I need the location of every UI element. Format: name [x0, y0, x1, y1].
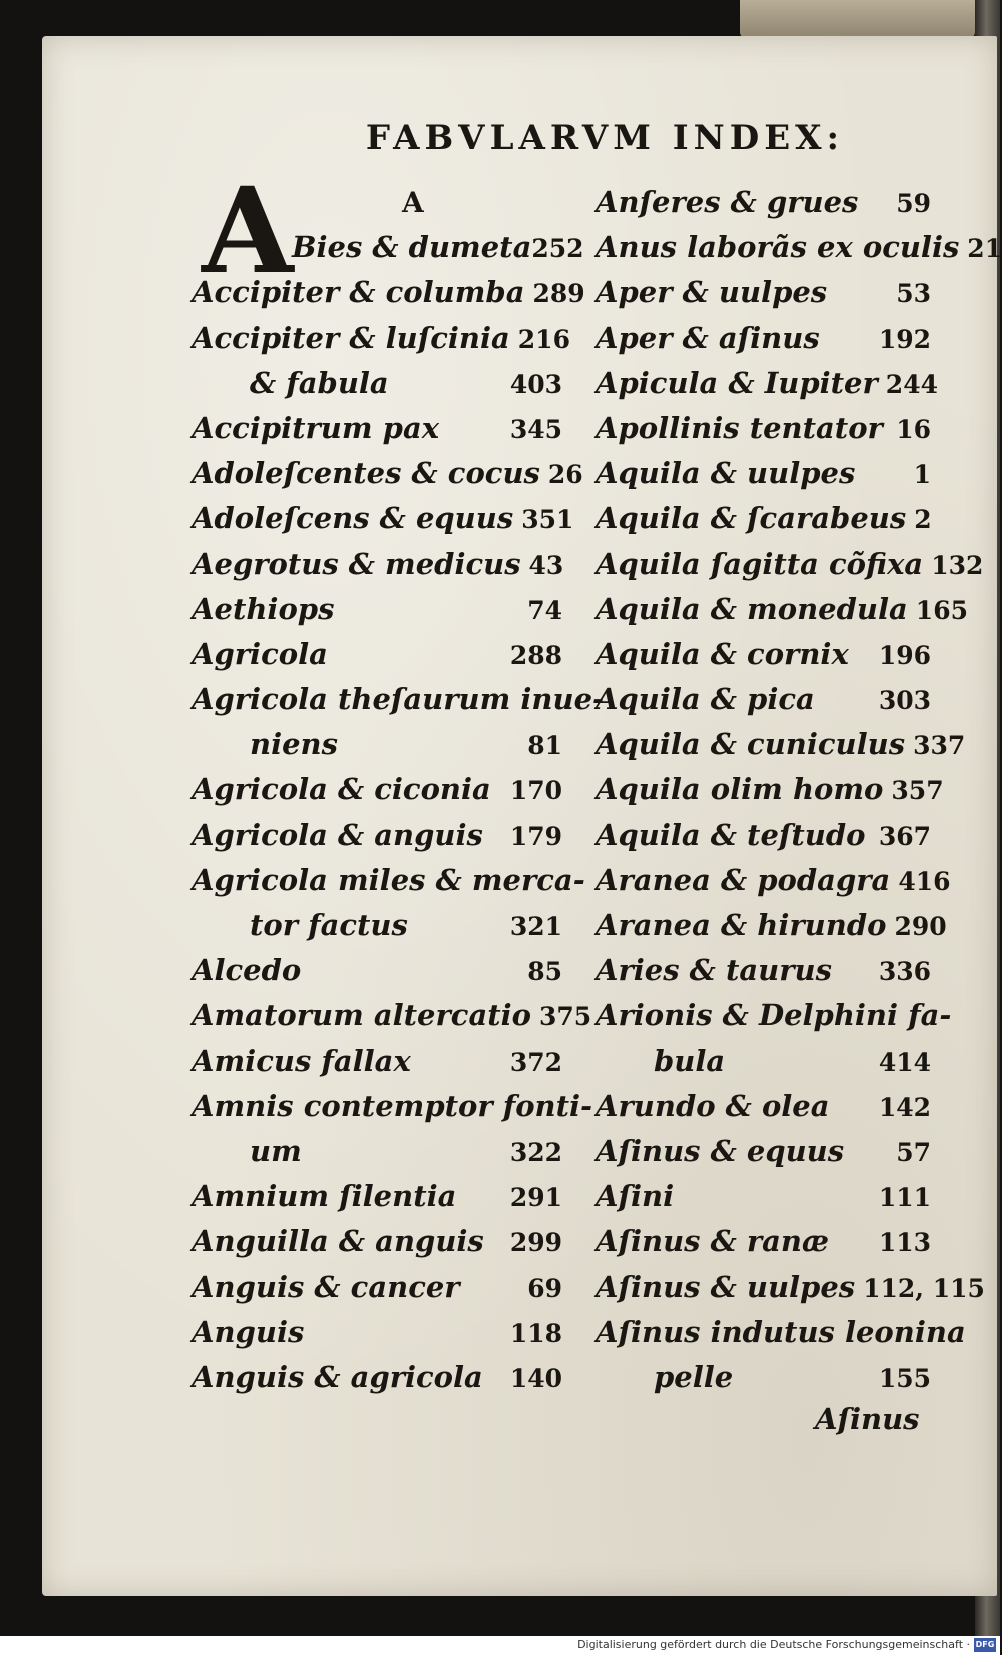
entry-title: Aquila ſagitta cõfixa	[596, 546, 924, 581]
section-letter: A	[402, 186, 424, 219]
entry-title: Aquila olim homo	[596, 772, 884, 807]
index-entry	[596, 180, 931, 225]
entry-page: 345	[509, 414, 562, 444]
entry-title: Aſinus indutus leonina	[596, 1314, 966, 1349]
entry-page: 367	[878, 821, 931, 851]
entry-title: Aquila & ſcarabeus	[596, 501, 907, 536]
entry-page: 290	[894, 912, 947, 941]
entry-title: Anſeres & grues	[596, 185, 859, 219]
entry-title: Agricola miles & merca-	[192, 862, 585, 897]
entry-title: Amnium ſilentia	[192, 1179, 457, 1214]
entry-page: 375	[539, 1002, 592, 1032]
entry-page: 291	[509, 1183, 562, 1213]
index-entry	[596, 813, 931, 858]
entry-page: 118	[509, 1318, 562, 1348]
index-entry	[192, 632, 562, 677]
index-entry	[192, 1039, 562, 1084]
entry-page: 288	[509, 640, 562, 670]
entry-title: Apicula & Iupiter	[596, 365, 878, 400]
entry-page: 111	[878, 1183, 931, 1213]
entry-page: 192	[878, 324, 931, 354]
entry-title: Amatorum altercatio	[192, 998, 531, 1033]
index-entry	[596, 406, 931, 451]
entry-page: 170	[509, 776, 562, 806]
index-entry	[596, 225, 1002, 270]
index-entry	[192, 1310, 562, 1355]
entry-title: Aſinus & ranæ	[596, 1224, 830, 1259]
entry-page: 1	[913, 460, 931, 490]
entry-title: um	[250, 1133, 302, 1168]
entry-page: 299	[509, 1228, 562, 1258]
index-entry	[596, 1039, 931, 1084]
entry-title: Alcedo	[192, 953, 302, 988]
index-entry	[596, 948, 931, 993]
entry-title: Arionis & Delphini fa-	[596, 998, 952, 1033]
entry-page: 321	[509, 912, 562, 942]
entry-title: Bies & dumeta	[292, 230, 532, 265]
index-entry	[596, 542, 984, 587]
entry-title: Aegrotus & medicus	[192, 546, 521, 581]
entry-page: 140	[509, 1363, 562, 1393]
index-entry	[192, 993, 592, 1038]
index-entry	[596, 903, 947, 948]
entry-title: pelle	[654, 1359, 734, 1394]
entry-page: 43	[528, 550, 564, 580]
entry-title: Aethiops	[192, 591, 335, 626]
entry-title: Aries & taurus	[596, 953, 832, 988]
entry-title: Aranea & podagra	[596, 862, 891, 897]
entry-title: Agricola & ciconia	[192, 772, 491, 807]
entry-page: 112, 115	[863, 1273, 985, 1303]
index-entry	[192, 722, 562, 767]
index-entry	[596, 677, 931, 722]
entry-title: Aranea & hirundo	[596, 908, 887, 942]
entry-title: Adoleſcentes & cocus	[192, 456, 540, 491]
index-entry	[596, 451, 931, 496]
catchword: Aſinus	[815, 1402, 920, 1436]
index-entry	[192, 451, 583, 496]
index-entry	[596, 496, 931, 541]
entry-page: 303	[878, 686, 931, 716]
entry-title: Aper & uulpes	[596, 275, 828, 310]
entry-page: 196	[878, 640, 931, 670]
entry-title: Aquila & pica	[596, 682, 815, 717]
index-entry	[292, 225, 584, 270]
index-entry	[192, 316, 570, 361]
entry-page: 252	[531, 234, 584, 264]
entry-title: Aper & aſinus	[596, 320, 820, 355]
entry-page: 322	[509, 1137, 562, 1167]
entry-page: 403	[509, 369, 562, 399]
entry-page: 216	[517, 324, 570, 354]
entry-page: 57	[896, 1137, 931, 1167]
entry-page: 337	[913, 731, 966, 761]
index-entry	[192, 903, 562, 948]
entry-page: 2	[914, 505, 932, 535]
entry-title: Agricola & anguis	[192, 817, 483, 852]
entry-title: tor factus	[250, 908, 408, 943]
entry-page: 85	[527, 957, 562, 987]
index-entry	[192, 1129, 562, 1174]
index-entry	[596, 1084, 931, 1129]
entry-page: 26	[547, 460, 583, 490]
index-entry	[596, 993, 952, 1038]
entry-title: Adoleſcens & equus	[192, 501, 514, 536]
index-entry	[596, 1219, 931, 1264]
index-entry	[192, 858, 585, 903]
entry-page: 142	[878, 1092, 931, 1122]
dfg-logo-icon: DFG	[974, 1638, 996, 1652]
entry-page: 416	[898, 866, 951, 896]
entry-page: 289	[532, 279, 585, 309]
index-entry	[596, 722, 966, 767]
entry-page: 21	[967, 234, 1002, 264]
entry-title: Accipiter & luſcinia	[192, 320, 510, 355]
entry-title: Accipitrum pax	[192, 410, 440, 445]
index-entry	[192, 948, 562, 993]
page-title: FABVLARVM INDEX:	[365, 118, 845, 158]
index-entry	[596, 587, 968, 632]
index-entry	[596, 361, 938, 406]
entry-page: 74	[527, 595, 562, 625]
index-entry	[192, 767, 562, 812]
entry-page: 414	[878, 1047, 931, 1077]
entry-page: 81	[527, 731, 562, 761]
index-entry	[192, 1084, 593, 1129]
entry-title: Amnis contemptor fonti-	[192, 1088, 593, 1123]
entry-title: Aſinus & equus	[596, 1133, 845, 1168]
entry-title: Accipiter & columba	[192, 275, 525, 310]
index-entry	[596, 858, 951, 903]
index-entry	[596, 632, 931, 677]
index-entry	[192, 677, 605, 722]
entry-page: 69	[527, 1273, 562, 1303]
index-entry	[192, 1355, 562, 1400]
index-entry	[596, 767, 944, 812]
entry-page: 357	[891, 776, 944, 806]
entry-title: Aquila & cornix	[596, 636, 849, 671]
entry-page: 113	[878, 1228, 931, 1258]
entry-title: Aquila & monedula	[596, 591, 908, 626]
index-entry	[596, 316, 931, 361]
entry-page: 165	[915, 595, 968, 625]
entry-title: bula	[654, 1043, 726, 1078]
entry-title: Anguilla & anguis	[192, 1224, 484, 1259]
drop-cap: A	[202, 161, 294, 300]
entry-title: niens	[250, 727, 338, 762]
entry-title: Arundo & olea	[596, 1088, 830, 1123]
entry-page: 372	[509, 1047, 562, 1077]
entry-title: Aſini	[596, 1179, 675, 1214]
entry-page: 16	[896, 414, 931, 444]
index-entry	[192, 406, 562, 451]
entry-page: 132	[931, 550, 984, 580]
index-entry	[192, 587, 562, 632]
index-entry	[192, 496, 574, 541]
index-entry	[192, 1265, 562, 1310]
index-entry	[192, 1174, 562, 1219]
entry-title: Aquila & cuniculus	[596, 727, 906, 762]
index-entry	[192, 542, 562, 587]
index-entry	[596, 1129, 931, 1174]
entry-page: 244	[885, 369, 938, 399]
entry-title: Amicus fallax	[192, 1043, 411, 1078]
index-column-left	[192, 161, 605, 1400]
entry-title: Anguis & cancer	[192, 1269, 460, 1304]
entry-page: 155	[878, 1363, 931, 1393]
entry-title: Aquila & uulpes	[596, 456, 856, 491]
index-entry	[192, 813, 562, 858]
entry-title: Aquila & teſtudo	[596, 817, 866, 852]
footer-credit: Digitalisierung gefördert durch die Deutsche Forschungsgemeinschaft ·	[577, 1638, 970, 1651]
entry-page: 53	[896, 279, 931, 309]
entry-page: 59	[896, 189, 931, 218]
entry-title: Anguis	[192, 1314, 305, 1349]
index-entry	[192, 1219, 562, 1264]
adjacent-page-edge	[740, 0, 975, 38]
entry-page: 179	[509, 821, 562, 851]
index-entry	[596, 1265, 985, 1310]
entry-title: Anus laborãs ex oculis	[596, 230, 960, 265]
entry-title: Anguis & agricola	[192, 1359, 483, 1394]
index-entry	[596, 1174, 931, 1219]
entry-title: Agricola theſaurum inue-	[192, 682, 605, 717]
index-column-right	[596, 180, 1002, 1400]
entry-title: Aſinus & uulpes	[596, 1269, 856, 1304]
entry-page: 336	[878, 957, 931, 987]
index-entry	[596, 1310, 966, 1355]
entry-title: & fabula	[250, 365, 389, 400]
entry-title: Agricola	[192, 636, 328, 671]
entry-page: 351	[521, 505, 574, 535]
index-entry	[596, 1355, 931, 1400]
entry-title: Apollinis tentator	[596, 410, 883, 445]
index-entry	[596, 270, 931, 315]
index-entry	[192, 361, 562, 406]
